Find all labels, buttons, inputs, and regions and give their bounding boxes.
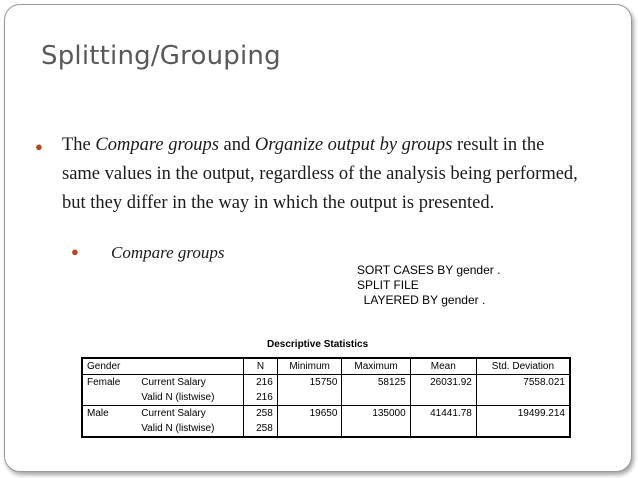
- syntax-line: LAYERED BY gender .: [357, 293, 486, 307]
- cell-variable: Current Salary: [137, 406, 244, 422]
- slide: [4, 4, 632, 472]
- cell-variable: Current Salary: [141, 377, 206, 388]
- cell-mean: 41441.78: [410, 406, 476, 422]
- bullet-text-italic-organize: Organize output by groups: [254, 135, 453, 155]
- cell-n: 258: [244, 421, 278, 437]
- cell-gender: Male: [82, 406, 137, 422]
- cell-mean: [410, 421, 476, 437]
- cell-std-deviation: [476, 421, 570, 437]
- cell-minimum: [277, 421, 342, 437]
- syntax-line: SPLIT FILE: [357, 278, 419, 292]
- header-maximum: Maximum: [342, 358, 410, 375]
- cell-gender: [82, 421, 137, 437]
- bullet-main: [35, 131, 583, 218]
- bullet-text-part: result in the same values in the output, regardless of the analysis being performed, but they differ in the way in which the output is presented.: [62, 135, 578, 213]
- slide-title: Splitting/Grouping: [41, 41, 281, 71]
- header-n: N: [244, 358, 278, 375]
- cell-maximum: 135000: [342, 406, 410, 422]
- header-mean: Mean: [410, 358, 476, 375]
- bullet-text-part: The: [62, 135, 96, 155]
- cell-variable: Valid N (listwise): [141, 423, 215, 434]
- cell-n: 216: [244, 390, 278, 406]
- bullet-dot-icon: ●: [71, 244, 79, 259]
- bullet-text-part: and: [218, 135, 255, 155]
- cell-minimum: 19650: [277, 406, 342, 422]
- table-title: Descriptive Statistics: [267, 339, 369, 350]
- cell-maximum: [342, 390, 410, 406]
- cell-minimum: 15750: [277, 375, 342, 391]
- bullet-sub-label: Compare groups: [111, 243, 225, 262]
- cell-variable: Valid N (listwise): [141, 392, 215, 403]
- cell-std-deviation: [476, 390, 570, 406]
- cell-std-deviation: 7558.021: [476, 375, 570, 391]
- cell-mean: 26031.92: [410, 375, 476, 391]
- cell-n: 216: [244, 375, 278, 391]
- syntax-block: [357, 263, 500, 308]
- syntax-line: SORT CASES BY gender .: [357, 263, 501, 277]
- header-gender: Gender: [82, 358, 244, 375]
- table-row: [82, 390, 570, 406]
- table-row: [82, 421, 570, 437]
- cell-mean: [410, 390, 476, 406]
- bullet-main-text: [43, 131, 583, 218]
- table-header-row: [82, 358, 570, 375]
- cell-gender: [82, 390, 137, 406]
- cell-gender: Female: [87, 377, 121, 388]
- cell-n: 258: [244, 406, 278, 422]
- cell-std-deviation: 19499.214: [476, 406, 570, 422]
- bullet-text-italic-compare: Compare groups: [95, 135, 219, 155]
- cell-maximum: [342, 421, 410, 437]
- header-std-deviation: Std. Deviation: [476, 358, 570, 375]
- cell-minimum: [277, 390, 342, 406]
- header-minimum: Minimum: [277, 358, 342, 375]
- descriptive-statistics-table: [81, 357, 571, 438]
- bullet-sub: [71, 243, 225, 263]
- table-row: [82, 375, 570, 391]
- table-row: [82, 406, 570, 422]
- cell-maximum: 58125: [342, 375, 410, 391]
- bullet-dot-icon: ●: [35, 139, 43, 154]
